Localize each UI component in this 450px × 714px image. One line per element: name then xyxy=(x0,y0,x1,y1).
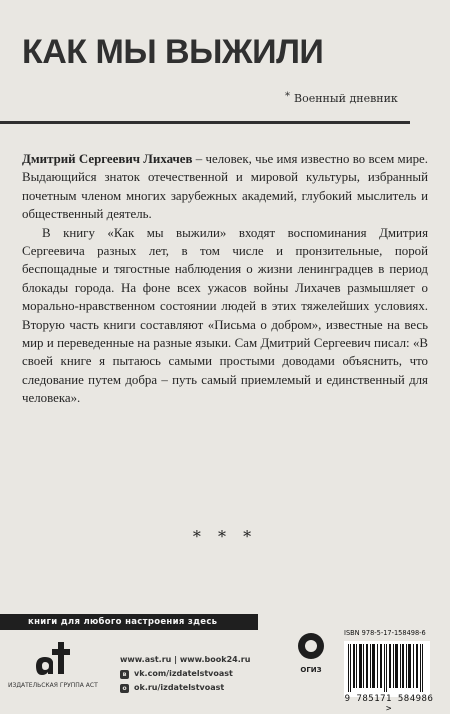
ast-logo-icon xyxy=(32,640,70,676)
author-name: Дмитрий Сергеевич Лихачев xyxy=(22,152,193,166)
ok-icon: о xyxy=(120,684,129,693)
publisher-links xyxy=(120,653,250,695)
ogiz-logo-text: ОГИЗ xyxy=(300,666,322,674)
book-title: КАК МЫ ВЫЖИЛИ xyxy=(22,33,324,71)
website-links xyxy=(120,653,250,667)
subtitle-text: Военный дневник xyxy=(294,92,398,105)
isbn: ISBN 978-5-17-158498-6 xyxy=(344,629,426,637)
book-subtitle xyxy=(285,92,398,105)
annotation-text xyxy=(22,150,428,408)
tagline-text: книги для любого настроения здесь xyxy=(28,617,218,627)
barcode-icon xyxy=(344,641,430,697)
paragraph-2: В книгу «Как мы выжили» входят воспоминания Дмитрия Сергеевича разных лет, в том числе и пронзительные, порой беспощадные и тягостные наблюдения о жизни ленинградцев в период блокады города. На фоне всех ужасов войны Лихачев размышляет о морально-нравственном состоянии людей в этих тяжелейших условиях. Вторую часть книги составляют «Письма о добром», известные на весь мир и переведенные на разные языки. Сам Дмитрий Сергеевич писал: «В своей книге я пытаюсь самыми простыми доводами объяснить, что следование путем добра – путь самый приемлемый и единственный для человека». xyxy=(22,225,428,406)
tagline-banner xyxy=(0,614,258,630)
section-ornament: * * * xyxy=(192,527,258,546)
barcode-number: 9 785171 584986 > xyxy=(344,694,434,714)
ogiz-logo-icon xyxy=(296,630,326,678)
paragraph-1 xyxy=(22,150,428,224)
vk-icon: в xyxy=(120,670,129,679)
vk-link-row xyxy=(120,667,250,681)
ok-link-row xyxy=(120,681,250,695)
title-divider xyxy=(0,121,410,124)
vk-link: vk.com/izdatelstvoast xyxy=(134,669,233,678)
website-text: www.ast.ru | www.book24.ru xyxy=(120,655,251,664)
paragraph-1-text: – человек, чье имя известно во всем мире. Выдающийся знаток отечественной и мировой культуры, избранный почетным членом многих зарубежных академий, глубокий мыслитель и общественный деятель. xyxy=(22,152,428,222)
publisher-group-name: ИЗДАТЕЛЬСКАЯ ГРУППА АСТ xyxy=(8,682,98,689)
ok-link: ok.ru/izdatelstvoast xyxy=(134,683,225,692)
asterisk-icon: * xyxy=(285,91,290,102)
